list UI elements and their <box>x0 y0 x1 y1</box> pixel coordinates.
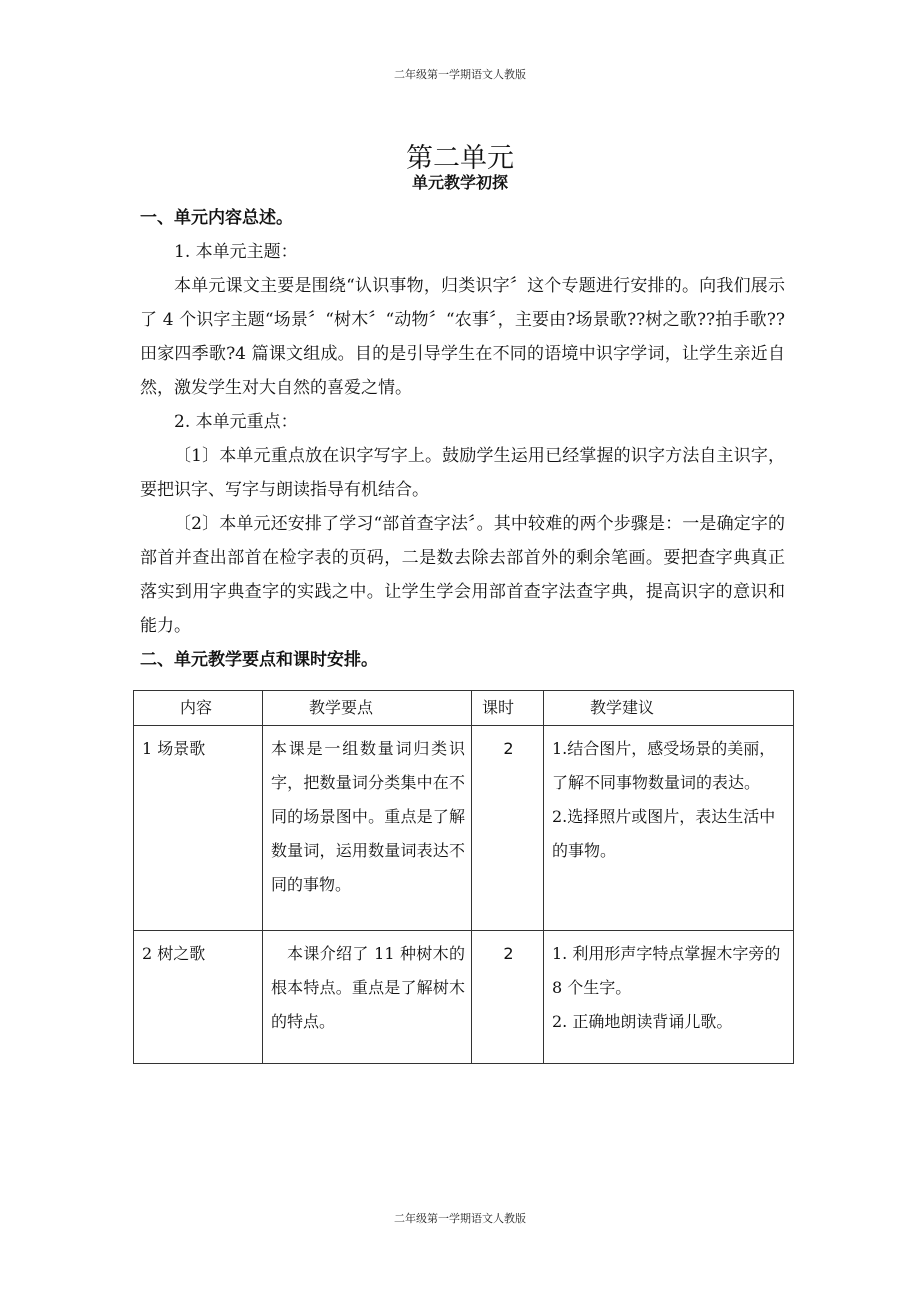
section-2-heading: 二、单元教学要点和课时安排。 <box>140 650 378 670</box>
advice-item: 2.选择照片或图片，表达生活中的事物。 <box>552 807 776 860</box>
table-row <box>134 726 794 931</box>
header-content: 内容 <box>134 691 263 726</box>
advice-item: 1.结合图片，感受场景的美丽，了解不同事物数量词的表达。 <box>552 739 776 792</box>
cell-content: 2 树之歌 <box>134 931 263 1064</box>
focus-paragraph-2: 〔2〕本单元还安排了学习“部首查字法〞。其中较难的两个步骤是：一是确定字的部首并查出部首在检字表的页码，二是数去除去部首外的剩余笔画。要把查字典真正落实到用字典查字的实践之中。让学生学会用部首查字法查字典，提高识字的意识和能力。 <box>140 514 785 636</box>
cell-points: 本课是一组数量词归类识字，把数量词分类集中在不同的场景图中。重点是了解数量词，运用数量词表达不同的事物。 <box>263 726 472 931</box>
header-advice: 教学建议 <box>544 691 794 726</box>
theme-paragraph: 本单元课文主要是围绕“认识事物，归类识字〞这个专题进行安排的。向我们展示了 4 个识字主题“场景〞“树木〞“动物〞“农事〞，主要由?场景歌??树之歌??拍手歌??田家四季歌?4 篇课文组成。目的是引导学生在不同的语境中识字学词，让学生亲近自然，激发学生对大自然的喜爱之情。 <box>140 276 785 398</box>
theme-label: 1. 本单元主题： <box>174 242 298 262</box>
cell-points: 本课介绍了 11 种树木的根本特点。重点是了解树木的特点。 <box>263 931 472 1064</box>
cell-hours: 2 <box>472 931 544 1064</box>
lesson-plan-table <box>133 690 794 1064</box>
advice-item: 2. 正确地朗读背诵儿歌。 <box>552 1012 733 1031</box>
advice-item: 1. 利用形声字特点掌握木字旁的 8 个生字。 <box>552 944 781 997</box>
focus-label: 2. 本单元重点： <box>174 412 298 432</box>
page-footer: 二年级第一学期语文人教版 <box>394 1212 526 1225</box>
page-header: 二年级第一学期语文人教版 <box>394 68 526 81</box>
cell-content: 1 场景歌 <box>134 726 263 931</box>
page-subtitle: 单元教学初探 <box>411 173 508 192</box>
table-header-row <box>134 691 794 726</box>
table-row <box>134 931 794 1064</box>
document-body <box>140 201 785 677</box>
section-1-heading: 一、单元内容总述。 <box>140 208 293 228</box>
header-points: 教学要点 <box>263 691 472 726</box>
focus-paragraph-1: 〔1〕本单元重点放在识字写字上。鼓励学生运用已经掌握的识字方法自主识字，要把识字、写字与朗读指导有机结合。 <box>140 446 785 500</box>
header-hours: 课时 <box>472 691 544 726</box>
cell-hours: 2 <box>472 726 544 931</box>
cell-advice <box>544 726 794 931</box>
cell-advice <box>544 931 794 1064</box>
page-title: 第二单元 <box>406 143 514 175</box>
